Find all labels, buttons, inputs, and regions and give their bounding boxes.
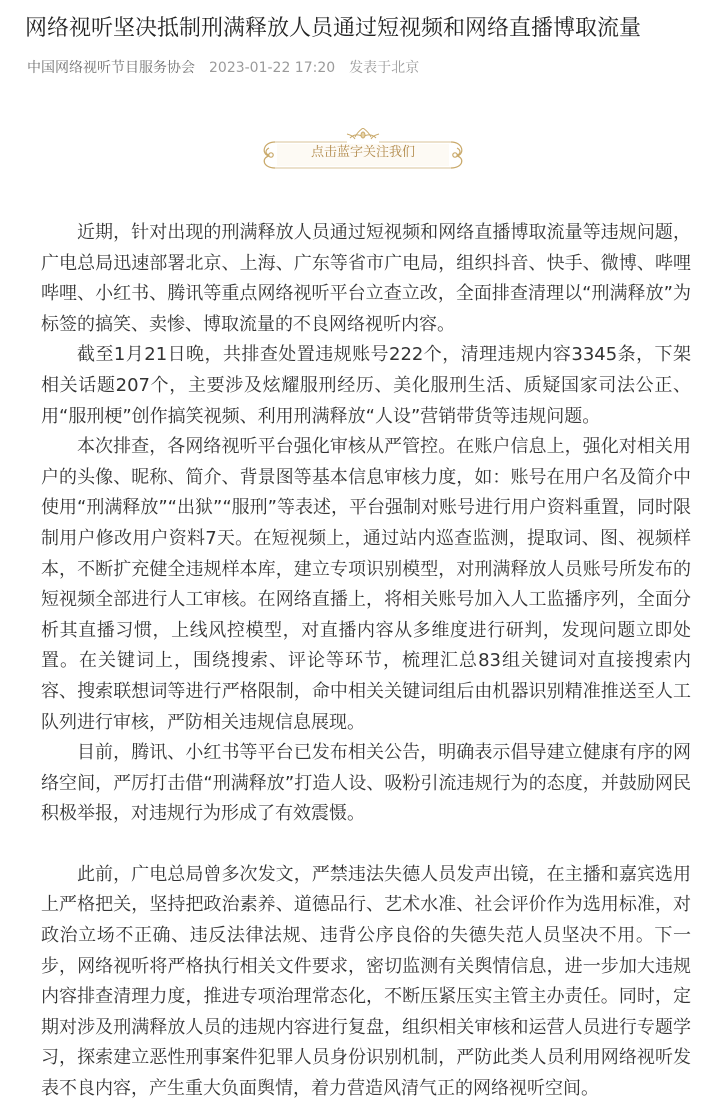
article-paragraph: 此前，广电总局曾多次发文，严禁违法失德人员发声出镜，在主播和嘉宾选用上严格把关，坚持把政治素养、道德品行、艺术水准、社会评价作为选用标准，对政治立场不正确、违反法律法规、违背公序良俗的失德失范人员坚决不用。下一步，网络视听将严格执行相关文件要求，密切监测有关舆情信息，进一步加大违规内容排查清理力度，推进专项治理常态化，不断压紧压实主管主办责任。同时，定期对涉及刑满释放人员的违规内容进行复盘，组织相关审核和运营人员进行专题学习，探索建立恶性刑事案件犯罪人员身份识别机制，严防此类人员利用网络视听发表不良内容，产生重大负面舆情，着力营造风清气正的网络视听空间。	[41, 863, 691, 1100]
article-meta	[27, 58, 419, 78]
article-paragraph: 本次排查，各网络视听平台强化审核从严管控。在账户信息上，强化对相关用户的头像、昵称、简介、背景图等基本信息审核力度，如：账号在用户名及简介中使用“刑满释放”“出狱”“服刑”等表述，平台强制对账号进行用户资料重置，同时限制用户修改用户资料7天。在短视频上，通过站内巡查监测，提取词、图、视频样本，不断扩充健全违规样本库，建立专项识别模型，对刑满释放人员账号所发布的短视频全部进行人工审核。在网络直播上，将相关账号加入人工监播序列，全面分析其直播习惯，上线风控模型，对直播内容从多维度进行研判，发现问题立即处置。在关键词上，围绕搜索、评论等环节，梳理汇总83组关键词对直接搜索内容、搜索联想词等进行严格限制，命中相关关键词组后由机器识别精准推送至人工队列进行审核，严防相关违规信息展现。	[41, 436, 691, 733]
article-body	[41, 218, 691, 1105]
article-title: 网络视听坚决抵制刑满释放人员通过短视频和网络直播博取流量	[25, 16, 642, 41]
follow-banner-text[interactable]: 点击蓝字关注我们	[310, 145, 415, 160]
article-paragraph: 近期，针对出现的刑满释放人员通过短视频和网络直播博取流量等违规问题，广电总局迅速部署北京、上海、广东等省市广电局，组织抖音、快手、微博、哔哩哔哩、小红书、腾讯等重点网络视听平台立查立改，全面排查清理以“刑满释放”为标签的搞笑、卖惨、博取流量的不良网络视听内容。	[41, 222, 691, 335]
article-paragraph: 目前，腾讯、小红书等平台已发布相关公告，明确表示倡导建立健康有序的网络空间，严厉打击借“刑满释放”打造人设、吸粉引流违规行为的态度，并鼓励网民积极举报，对违规行为形成了有效震慑。	[41, 742, 691, 825]
article-paragraph: 截至1月21日晚，共排查处置违规账号222个，清理违规内容3345条，下架相关话题207个，主要涉及炫耀服刑经历、美化服刑生活、质疑国家司法公正、用“服刑梗”创作搞笑视频、利用刑满释放“人设”营销带货等违规问题。	[41, 344, 691, 427]
follow-banner[interactable]	[255, 128, 471, 178]
publish-location: 发表于北京	[349, 60, 420, 76]
author-link[interactable]: 中国网络视听节目服务协会	[27, 60, 195, 76]
lotus-icon	[347, 128, 379, 139]
publish-datetime: 2023-01-22 17:20	[209, 60, 336, 76]
